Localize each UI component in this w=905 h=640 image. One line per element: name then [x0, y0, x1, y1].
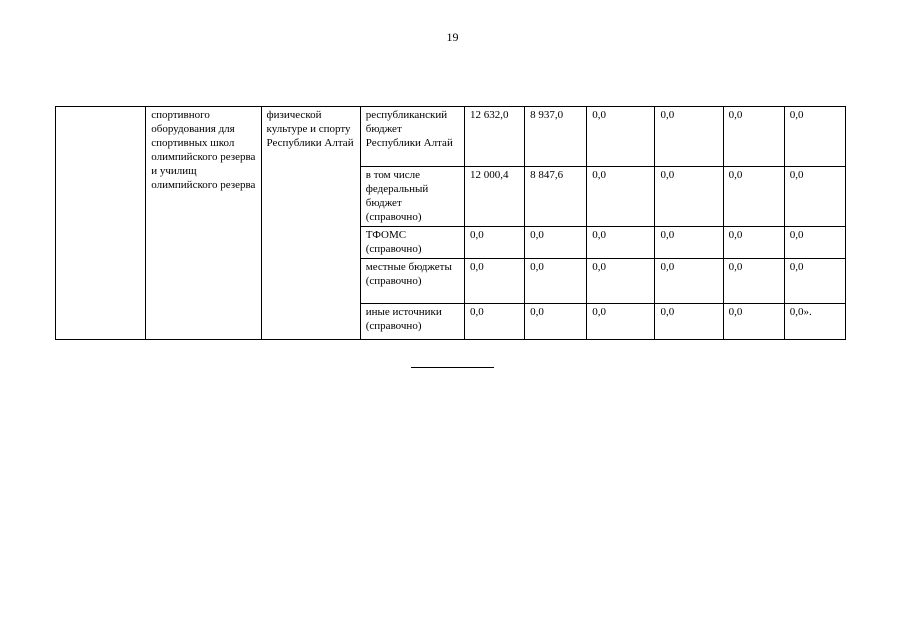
program-cell: [56, 107, 146, 340]
value-cell: 8 937,0: [525, 107, 587, 167]
value-cell: 0,0: [587, 227, 655, 259]
value-cell: 0,0: [587, 167, 655, 227]
value-cell: 0,0».: [784, 304, 845, 340]
value-cell: 0,0: [587, 259, 655, 304]
value-cell: 0,0: [723, 304, 784, 340]
value-cell: 0,0: [655, 167, 723, 227]
executor-cell: физической культуре и спорту Республики Алтай: [261, 107, 360, 340]
table-row: [56, 107, 846, 167]
footnote-divider: [411, 367, 494, 368]
funding-source-cell: местные бюджеты (справочно): [360, 259, 464, 304]
value-cell: 0,0: [655, 107, 723, 167]
funding-source-cell: республиканский бюджет Республики Алтай: [360, 107, 464, 167]
funding-source-cell: в том числе федеральный бюджет (справочно): [360, 167, 464, 227]
value-cell: 0,0: [723, 227, 784, 259]
financing-table: [55, 106, 846, 340]
value-cell: 0,0: [525, 227, 587, 259]
value-cell: 0,0: [587, 107, 655, 167]
value-cell: 0,0: [723, 167, 784, 227]
value-cell: 0,0: [784, 107, 845, 167]
value-cell: 0,0: [525, 304, 587, 340]
value-cell: 12 000,4: [465, 167, 525, 227]
value-cell: 0,0: [784, 259, 845, 304]
page-number: 19: [446, 30, 459, 44]
value-cell: 0,0: [465, 304, 525, 340]
value-cell: 0,0: [655, 259, 723, 304]
value-cell: 0,0: [784, 227, 845, 259]
value-cell: 8 847,6: [525, 167, 587, 227]
value-cell: 0,0: [723, 107, 784, 167]
value-cell: 0,0: [784, 167, 845, 227]
value-cell: 0,0: [655, 304, 723, 340]
funding-source-cell: ТФОМС (справочно): [360, 227, 464, 259]
value-cell: 0,0: [655, 227, 723, 259]
value-cell: 0,0: [723, 259, 784, 304]
value-cell: 12 632,0: [465, 107, 525, 167]
measure-cell: спортивного оборудования для спортивных школ олимпийского резерва и училищ олимпийского резерва: [146, 107, 261, 340]
value-cell: 0,0: [587, 304, 655, 340]
funding-source-cell: иные источники (справочно): [360, 304, 464, 340]
value-cell: 0,0: [525, 259, 587, 304]
value-cell: 0,0: [465, 227, 525, 259]
value-cell: 0,0: [465, 259, 525, 304]
